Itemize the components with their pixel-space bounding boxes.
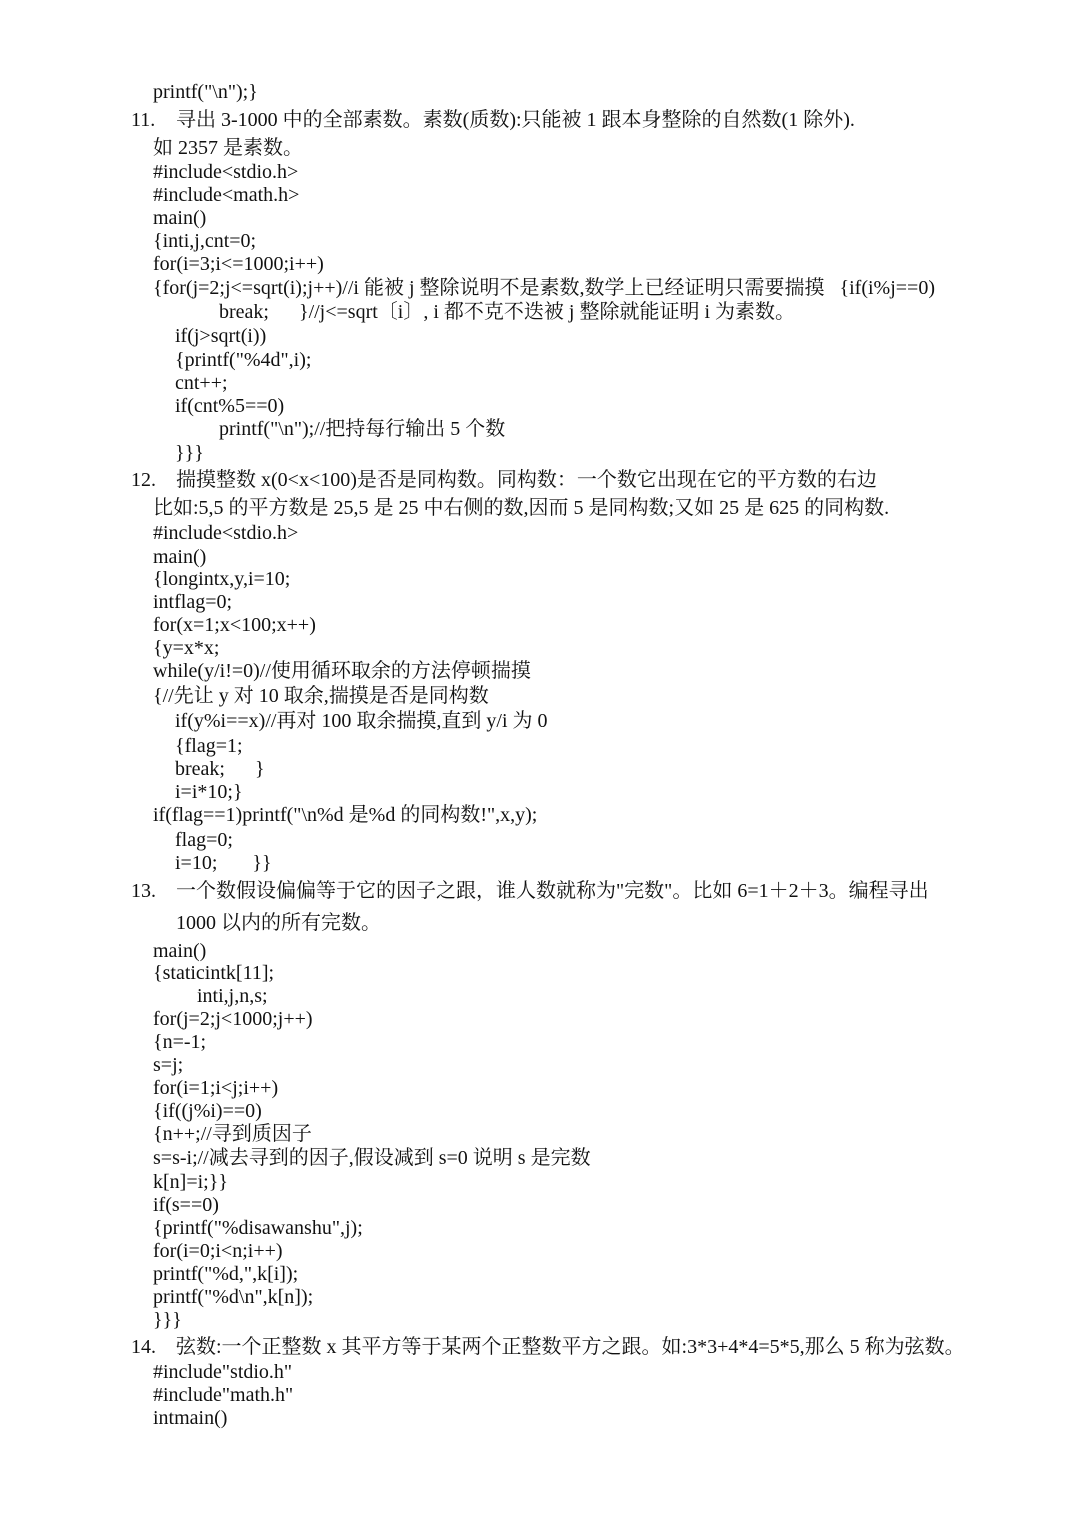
code-line: #include<stdio.h> [153, 161, 299, 183]
code-line: printf("%d\n",k[n]); [153, 1286, 314, 1308]
code-line: {printf("%disawanshu",j); [153, 1217, 363, 1239]
code-line: while(y/i!=0)//使用循环取余的方法停顿揣摸 [153, 660, 531, 682]
text-line: 如 2357 是素数。 [153, 137, 303, 159]
item-heading: 寻出 3-1000 中的全部素数。素数(质数):只能被 1 跟本身整除的自然数(1 除外). [176, 109, 855, 131]
code-line: {for(j=2;j<=sqrt(i);j++)//i 能被 j 整除说明不是素数,数学上已经证明只需要揣摸 {if(i%j==0) [153, 277, 935, 299]
code-line: s=j; [153, 1054, 184, 1076]
code-line: for(i=3;i<=1000;i++) [153, 253, 324, 275]
code-line: intflag=0; [153, 591, 233, 613]
item-number: 12. [131, 469, 156, 491]
code-line: main() [153, 207, 207, 229]
code-line: {if((j%i)==0) [153, 1100, 262, 1122]
code-line: {printf("%4d",i); [175, 349, 312, 371]
item-heading: 揣摸整数 x(0<x<100)是否是同构数。同构数：一个数它出现在它的平方数的右边 [176, 469, 877, 491]
code-line: {longintx,y,i=10; [153, 568, 291, 590]
code-line: main() [153, 940, 207, 962]
code-line: {staticintk[11]; [153, 962, 275, 984]
code-line: for(x=1;x<100;x++) [153, 614, 316, 636]
code-line: }}} [175, 442, 204, 464]
code-line: flag=0; [175, 829, 233, 851]
code-line: i=10; }} [175, 852, 272, 874]
code-line: {y=x*x; [153, 637, 220, 659]
code-line: s=s-i;//减去寻到的因子,假设减到 s=0 说明 s 是完数 [153, 1147, 591, 1169]
code-line: #include"stdio.h" [153, 1361, 293, 1383]
code-line: {flag=1; [175, 735, 243, 757]
item-heading: 一个数假设偏偏等于它的因子之跟，谁人数就称为"完数"。比如 6=1＋2＋3。编程寻出 [176, 880, 929, 902]
code-line: #include"math.h" [153, 1384, 294, 1406]
code-line: #include<stdio.h> [153, 522, 299, 544]
code-line: intmain() [153, 1407, 228, 1429]
code-line: }}} [153, 1309, 182, 1331]
code-line: if(flag==1)printf("\n%d 是%d 的同构数!",x,y); [153, 804, 538, 826]
item-heading: 弦数:一个正整数 x 其平方等于某两个正整数平方之跟。如:3*3+4*4=5*5,那么 5 称为弦数。 [176, 1336, 965, 1358]
code-line: break; } [175, 758, 265, 780]
code-line: break; }//j<=sqrt〔i〕, i 都不克不迭被 j 整除就能证明 i 为素数。 [219, 301, 796, 323]
code-line: {//先让 y 对 10 取余,揣摸是否是同构数 [153, 685, 489, 707]
code-line: cnt++; [175, 372, 228, 394]
code-line: printf("\n");} [153, 81, 258, 103]
code-line: {n++;//寻到质因子 [153, 1123, 312, 1145]
code-line: #include<math.h> [153, 184, 300, 206]
text-line: 比如:5,5 的平方数是 25,5 是 25 中右侧的数,因而 5 是同构数;又如 25 是 625 的同构数. [153, 497, 890, 519]
code-line: main() [153, 546, 207, 568]
code-line: if(j>sqrt(i)) [175, 325, 267, 347]
code-line: for(i=0;i<n;i++) [153, 1240, 283, 1262]
code-line: for(j=2;j<1000;j++) [153, 1008, 313, 1030]
code-line: {n=-1; [153, 1031, 207, 1053]
code-line: inti,j,n,s; [197, 985, 268, 1007]
code-line: i=i*10;} [175, 781, 243, 803]
item-number: 14. [131, 1336, 156, 1358]
code-line: printf("%d,",k[i]); [153, 1263, 299, 1285]
code-line: if(s==0) [153, 1194, 219, 1216]
code-line: if(y%i==x)//再对 100 取余揣摸,直到 y/i 为 0 [175, 710, 548, 732]
code-line: if(cnt%5==0) [175, 395, 285, 417]
code-line: for(i=1;i<j;i++) [153, 1077, 279, 1099]
text-line: 1000 以内的所有完数。 [176, 912, 381, 934]
item-number: 11. [131, 109, 156, 131]
code-line: printf("\n");//把持每行输出 5 个数 [219, 418, 506, 440]
code-line: k[n]=i;}} [153, 1171, 228, 1193]
item-number: 13. [131, 880, 156, 902]
code-line: {inti,j,cnt=0; [153, 230, 257, 252]
